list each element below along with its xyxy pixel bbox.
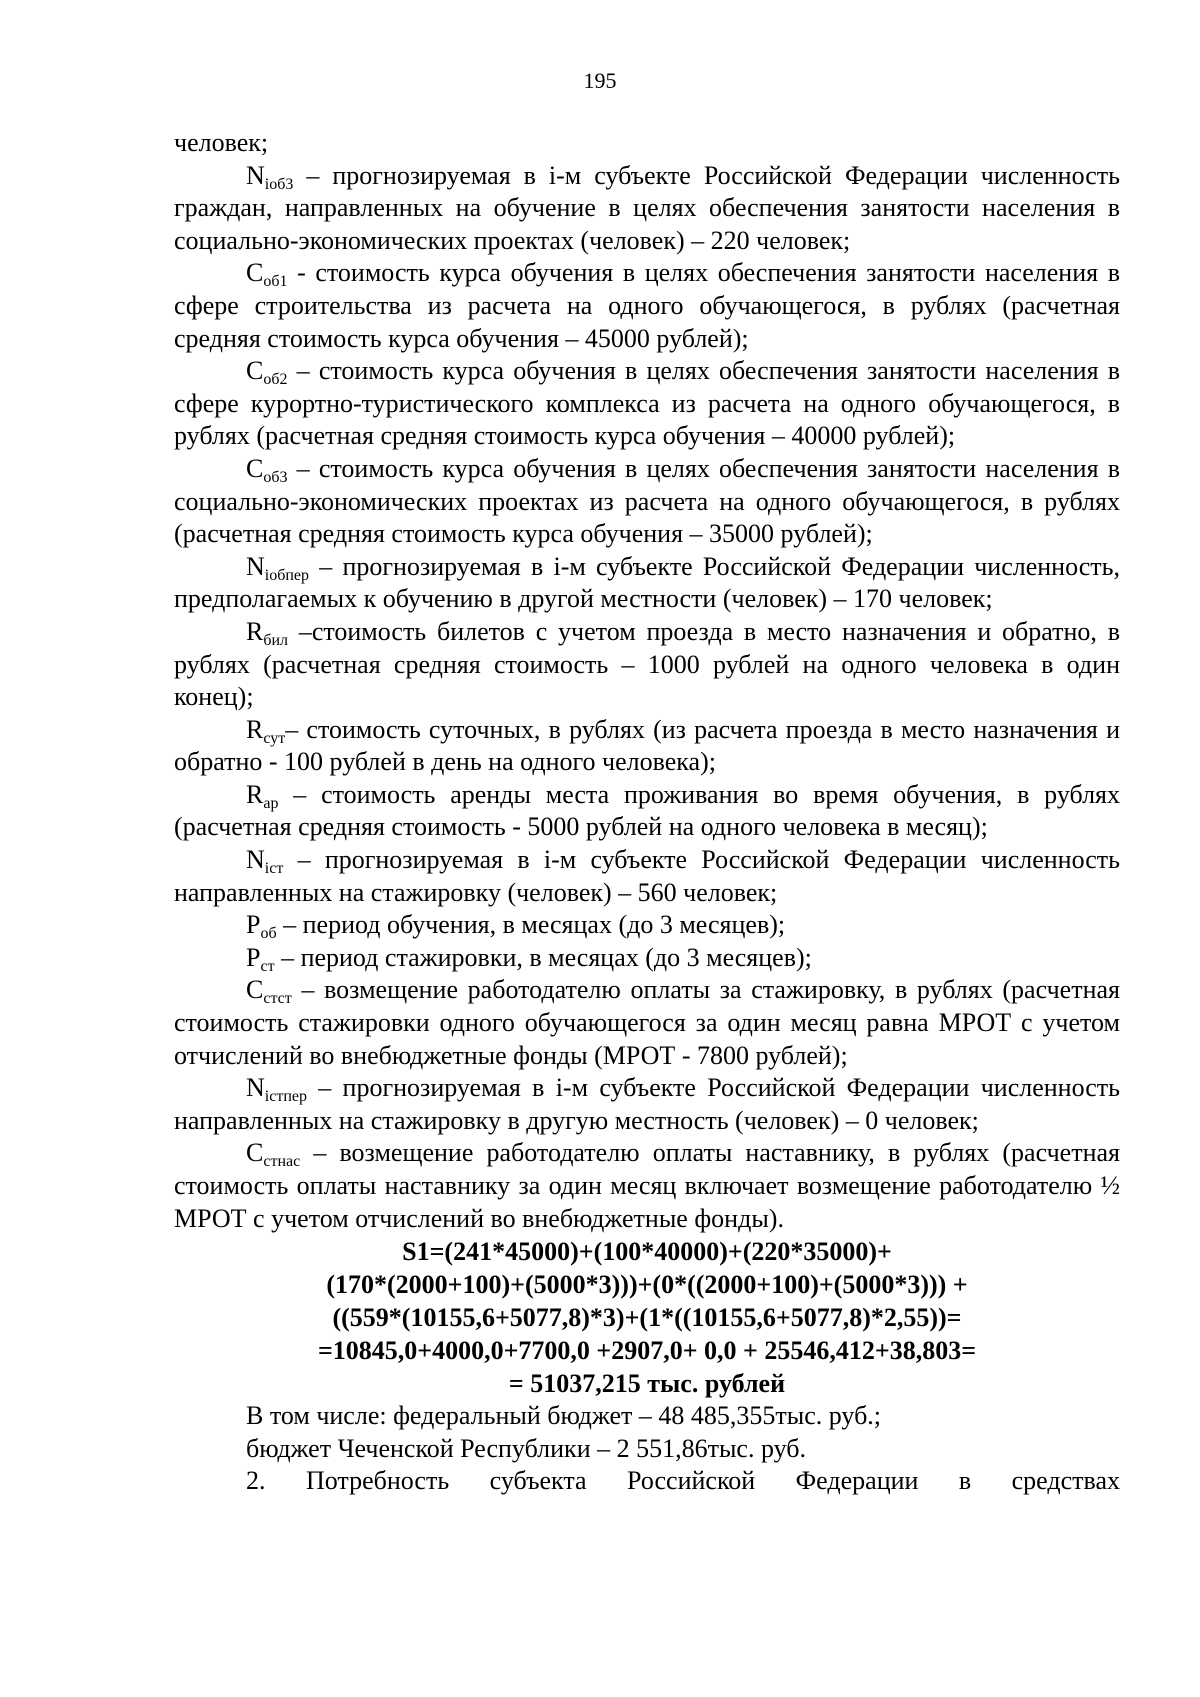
definition-text: – прогнозируемая в i-м субъекте Российской Федерации численность, предполагаемых к обучению в другой местности (человек) – 170 человек; [174, 551, 1120, 614]
definition-paragraph [174, 974, 1120, 1072]
definition-symbol: P [246, 910, 261, 940]
definition-paragraph [174, 257, 1120, 355]
definition-subscript: iобпер [264, 566, 310, 584]
formula-block [174, 1235, 1120, 1400]
budget-line: В том числе: федеральный бюджет – 48 485,355тыс. руб.; [246, 1401, 882, 1431]
definition-paragraph [174, 844, 1120, 909]
definition-paragraph [174, 942, 1120, 975]
definition-text: – стоимость суточных, в рублях (из расчета проезда в место назначения и обратно - 100 рублей в день на одного человека); [174, 714, 1120, 777]
definition-paragraph [174, 909, 1120, 942]
formula-line: (170*(2000+100)+(5000*3)))+(0*((2000+100)+(5000*3))) + [326, 1270, 968, 1300]
definition-paragraph [174, 160, 1120, 258]
definition-paragraph [174, 714, 1120, 779]
definition-symbol: C [246, 258, 264, 288]
definition-subscript: об2 [263, 371, 288, 389]
definition-text: – стоимость курса обучения в целях обеспечения занятости населения в социально-экономических проектах из расчета на одного обучающегося, в рублях (расчетная средняя стоимость курса обучения – 35000 рублей); [174, 453, 1120, 549]
definition-text: – прогнозируемая в i-м субъекте Российской Федерации численность направленных на стажировку (человек) – 560 человек; [174, 845, 1120, 907]
definition-text: – период обучения, в месяцах (до 3 месяцев); [276, 910, 786, 940]
formula-line: ((559*(10155,6+5077,8)*3)+(1*((10155,6+5077,8)*2,55))= [332, 1303, 962, 1333]
budget-lines [174, 1400, 1120, 1465]
definition-symbol: N [246, 1073, 265, 1103]
definition-subscript: стнас [263, 1153, 301, 1171]
paragraph-continuation: человек; [174, 128, 269, 157]
definition-symbol: N [246, 160, 265, 190]
definition-subscript: ар [263, 794, 279, 812]
definition-paragraph [174, 616, 1120, 714]
page-number: 195 [583, 68, 617, 93]
definition-subscript: бил [263, 631, 289, 649]
formula-line: =10845,0+4000,0+7700,0 +2907,0+ 0,0 + 25546,412+38,803= [317, 1336, 977, 1366]
definition-subscript: iоб3 [264, 175, 294, 193]
definition-subscript: iстпер [264, 1088, 307, 1106]
definition-paragraph [174, 551, 1120, 616]
document-body [174, 127, 1120, 1498]
definition-text: – прогнозируемая в i-м субъекте Российской Федерации численность граждан, направленных на обучение в целях обеспечения занятости населения в социально-экономических проектах (человек) – 220 человек; [174, 160, 1120, 255]
definition-text: – стоимость аренды места проживания во время обучения, в рублях (расчетная средняя стоимость - 5000 рублей на одного человека в месяц); [174, 779, 1120, 842]
definition-text: –стоимость билетов с учетом проезда в место назначения и обратно, в рублях (расчетная средняя стоимость – 1000 рублей на одного человека в один конец); [174, 616, 1120, 712]
definition-symbol: C [246, 1138, 264, 1168]
definition-text: – стоимость курса обучения в целях обеспечения занятости населения в сфере курортно-туристического комплекса из расчета на одного обучающегося, в рублях (расчетная средняя стоимость курса обучения – 40000 рублей); [174, 356, 1120, 451]
formula-line: = 51037,215 тыс. рублей [508, 1369, 786, 1399]
definitions-list [174, 160, 1120, 1236]
definition-paragraph [174, 1072, 1120, 1137]
definition-text: – возмещение работодателю оплаты наставнику, в рублях (расчетная стоимость оплаты наставнику за один месяц включает возмещение работодателю ½ МРОТ с учетом отчислений во внебюджетные фонды). [174, 1138, 1120, 1233]
definition-symbol: C [246, 356, 264, 386]
definition-symbol: C [246, 453, 264, 483]
definition-paragraph [174, 779, 1120, 844]
definition-text: – возмещение работодателю оплаты за стажировку, в рублях (расчетная стоимость стажировки одного обучающегося за один месяц равна МРОТ с учетом отчислений во внебюджетные фонды (МРОТ - 7800 рублей); [174, 975, 1120, 1070]
definition-paragraph [174, 453, 1120, 551]
definition-subscript: сут [263, 729, 286, 747]
definition-symbol: N [246, 551, 265, 581]
definition-subscript: iст [264, 860, 284, 878]
definition-subscript: об1 [263, 273, 288, 291]
final-paragraph-start: 2. Потребность субъекта Российской Федерации в средствах [246, 1466, 1120, 1496]
budget-line: бюджет Чеченской Республики – 2 551,86тыс. руб. [246, 1433, 807, 1463]
definition-symbol: R [246, 779, 264, 809]
definition-subscript: об [260, 925, 277, 943]
definition-symbol: P [246, 942, 261, 972]
definition-text: – прогнозируемая в i-м субъекте Российской Федерации численность направленных на стажировку в другую местность (человек) – 0 человек; [174, 1073, 1120, 1135]
definition-text: - стоимость курса обучения в целях обеспечения занятости населения в сфере строительства из расчета на одного обучающегося, в рублях (расчетная средняя стоимость курса обучения – 45000 рублей); [174, 258, 1120, 353]
definition-symbol: C [246, 975, 264, 1005]
definition-text: – период стажировки, в месяцах (до 3 месяцев); [274, 942, 812, 972]
definition-symbol: R [246, 714, 264, 744]
definition-subscript: стст [263, 990, 292, 1008]
formula-line: S1=(241*45000)+(100*40000)+(220*35000)+ [402, 1237, 892, 1267]
definition-paragraph [174, 1137, 1120, 1235]
definition-subscript: ст [260, 957, 275, 975]
definition-subscript: об3 [263, 468, 288, 486]
definition-symbol: R [246, 616, 264, 646]
definition-symbol: N [246, 845, 265, 875]
definition-paragraph [174, 355, 1120, 453]
